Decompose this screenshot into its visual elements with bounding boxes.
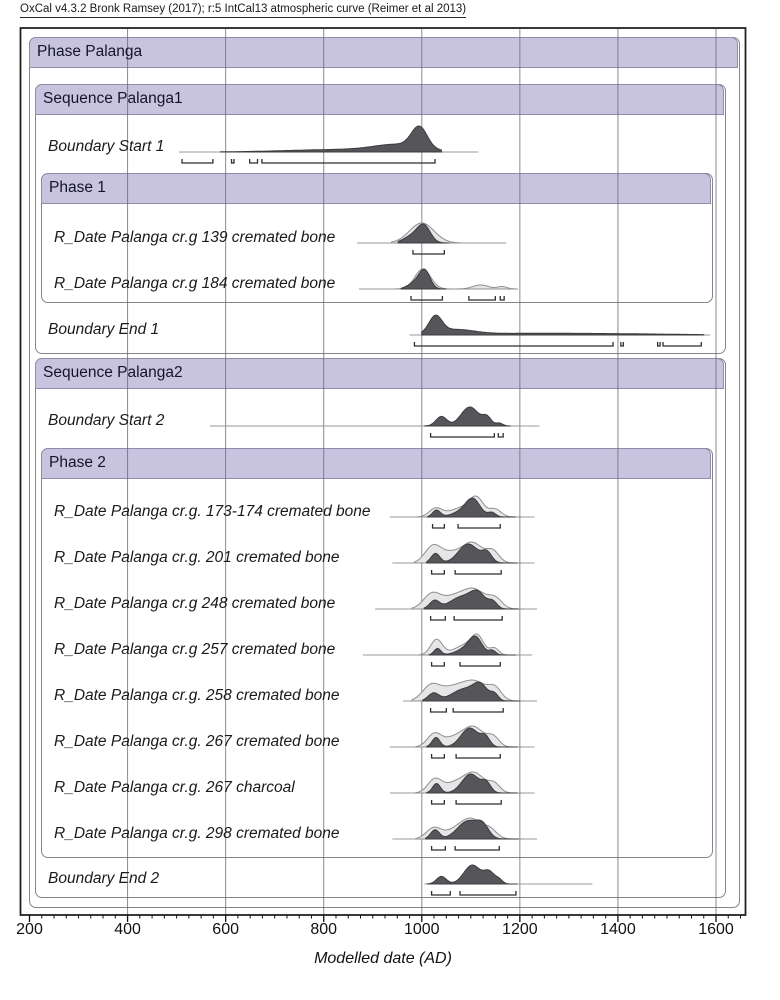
posterior-curve-rdate-184 xyxy=(401,269,446,289)
row-label-boundary-start-2: Boundary Start 2 xyxy=(48,412,165,429)
axis-tick-label-600: 600 xyxy=(212,921,239,938)
range-bracket-boundary-end-1-2 xyxy=(658,342,660,346)
range-bracket-rdate-257-0 xyxy=(432,662,445,666)
axis-tick-label-1000: 1000 xyxy=(403,921,440,938)
axis-tick-label-1400: 1400 xyxy=(600,921,636,938)
row-label-rdate-298: R_Date Palanga cr.g. 298 cremated bone xyxy=(54,825,340,842)
range-bracket-rdate-139-0 xyxy=(413,250,444,254)
posterior-curve-boundary-start-2 xyxy=(425,407,511,426)
range-bracket-boundary-start-2-1 xyxy=(498,433,503,437)
range-bracket-boundary-start-1-1 xyxy=(232,159,234,163)
range-bracket-rdate-173-174-1 xyxy=(458,524,500,528)
range-bracket-rdate-298-0 xyxy=(432,846,446,850)
row-label-rdate-267-charcoal: R_Date Palanga cr.g. 267 charcoal xyxy=(54,779,295,796)
section-label-sequence-palanga1: Sequence Palanga1 xyxy=(43,90,183,107)
row-label-rdate-184: R_Date Palanga cr.g 184 cremated bone xyxy=(54,275,336,292)
range-bracket-rdate-184-2 xyxy=(500,296,504,300)
row-label-rdate-173-174: R_Date Palanga cr.g. 173-174 cremated bone xyxy=(54,503,371,520)
axis-tick-label-1200: 1200 xyxy=(502,921,538,938)
range-bracket-rdate-257-1 xyxy=(460,662,500,666)
range-bracket-rdate-173-174-0 xyxy=(433,524,445,528)
range-bracket-rdate-258-1 xyxy=(453,708,503,712)
software-credit: OxCal v4.3.2 Bronk Ramsey (2017); r:5 IntCal13 atmospheric curve (Reimer et al 2013) xyxy=(20,3,466,18)
range-bracket-boundary-end-1-0 xyxy=(414,342,613,346)
axis-tick-label-800: 800 xyxy=(310,921,338,938)
range-bracket-boundary-end-1-3 xyxy=(663,342,701,346)
row-label-boundary-end-2: Boundary End 2 xyxy=(48,870,160,887)
posterior-curve-boundary-end-1 xyxy=(422,315,704,335)
range-bracket-rdate-248-1 xyxy=(454,616,502,620)
range-bracket-rdate-184-0 xyxy=(411,296,442,300)
section-label-sequence-palanga2: Sequence Palanga2 xyxy=(43,364,183,381)
range-bracket-rdate-267-bone-1 xyxy=(456,754,500,758)
axis-tick-label-200: 200 xyxy=(16,921,43,938)
range-bracket-rdate-184-1 xyxy=(469,296,495,300)
range-bracket-rdate-248-0 xyxy=(431,616,446,620)
axis-tick-label-1600: 1600 xyxy=(698,921,734,938)
row-label-rdate-201: R_Date Palanga cr.g. 201 cremated bone xyxy=(54,549,340,566)
range-bracket-boundary-start-2-0 xyxy=(431,433,495,437)
range-bracket-boundary-start-1-2 xyxy=(250,159,258,163)
range-bracket-boundary-end-2-1 xyxy=(460,891,516,895)
row-label-rdate-267-bone: R_Date Palanga cr.g. 267 cremated bone xyxy=(54,733,340,750)
row-label-boundary-end-1: Boundary End 1 xyxy=(48,321,160,338)
row-label-rdate-139: R_Date Palanga cr.g 139 cremated bone xyxy=(54,229,336,246)
row-label-boundary-start-1: Boundary Start 1 xyxy=(48,138,165,155)
section-label-phase-1: Phase 1 xyxy=(49,179,106,196)
posterior-curve-boundary-end-2 xyxy=(428,865,518,884)
range-bracket-rdate-258-0 xyxy=(431,708,447,712)
range-bracket-rdate-267-charcoal-0 xyxy=(432,800,445,804)
range-bracket-boundary-start-1-0 xyxy=(182,159,213,163)
posterior-curve-boundary-start-1 xyxy=(221,126,442,152)
row-label-rdate-257: R_Date Palanga cr.g 257 cremated bone xyxy=(54,641,336,658)
range-bracket-rdate-267-charcoal-1 xyxy=(456,800,501,804)
range-bracket-boundary-end-2-0 xyxy=(432,891,451,895)
range-bracket-rdate-201-1 xyxy=(455,570,501,574)
row-label-rdate-248: R_Date Palanga cr.g 248 cremated bone xyxy=(54,595,336,612)
section-label-phase-palanga: Phase Palanga xyxy=(37,43,143,60)
section-label-phase-2: Phase 2 xyxy=(49,454,106,471)
range-bracket-rdate-267-bone-0 xyxy=(432,754,445,758)
range-bracket-rdate-298-1 xyxy=(455,846,499,850)
range-bracket-rdate-201-0 xyxy=(432,570,445,574)
row-label-rdate-258: R_Date Palanga cr.g. 258 cremated bone xyxy=(54,687,340,704)
x-axis-title: Modelled date (AD) xyxy=(314,950,452,967)
range-bracket-boundary-start-1-3 xyxy=(262,159,435,163)
range-bracket-boundary-end-1-1 xyxy=(621,342,623,346)
axis-tick-label-400: 400 xyxy=(114,921,141,938)
